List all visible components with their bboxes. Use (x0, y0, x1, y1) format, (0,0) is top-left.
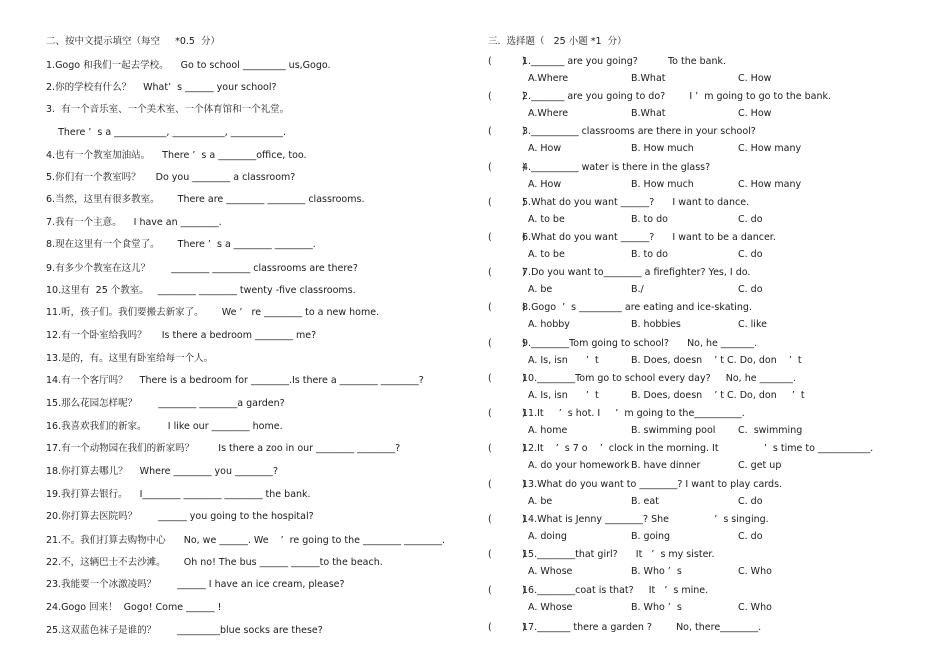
answer-option: B. Who ’ s (631, 566, 682, 577)
answer-paren: ( ) (488, 162, 526, 173)
answer-paren: ( ) (488, 126, 526, 137)
question-text: 13.What do you want to ________? I want to play cards. (522, 479, 783, 490)
answer-option: B. to do (631, 214, 668, 225)
answer-paren: ( ) (488, 443, 526, 454)
question-text: 12.It ’ s 7 o ’ clock in the morning. It ’ s time to ___________. (522, 443, 874, 454)
fill-in-line: 14.有一个客厅吗？ There is a bedroom for ________.Is there a ________ ________? (46, 375, 424, 386)
fill-in-line: 22.不，这辆巴士不去沙滩。 Oh no! The bus ______ ______to the beach. (46, 557, 383, 568)
answer-option: B. swimming pool (631, 425, 716, 436)
question-text: 2._______ are you going to do? I ’ m going to go to the bank. (522, 91, 832, 102)
answer-option: A. How (528, 143, 562, 154)
answer-option: B. eat (631, 496, 659, 507)
answer-option: C. How (738, 108, 772, 119)
answer-option: A. be (528, 496, 553, 507)
question-text: 6.What do you want ______? I want to be a dancer. (522, 232, 776, 243)
question-text: 11.It ’ s hot. I ’ m going to the__________. (522, 408, 745, 419)
answer-paren: ( ) (488, 267, 526, 278)
answer-option: C. do (738, 496, 763, 507)
fill-in-line: 9.有多少个教室在这儿？ ________ ________ classrooms are there? (46, 263, 358, 274)
answer-paren: ( ) (488, 373, 526, 384)
answer-paren: ( ) (488, 408, 526, 419)
fill-in-line: 24.Gogo 回来！ Gogo! Come ______ ! (46, 602, 222, 613)
answer-paren: ( ) (488, 479, 526, 490)
fill-in-line: 8.现在这里有一个食堂了。 There ’ s a ________ ________. (46, 239, 316, 250)
fill-in-line: 18.你打算去哪儿？ Where ________ you ________? (46, 466, 279, 477)
answer-paren: ( ) (488, 622, 526, 633)
fill-in-line: 13.是的，有。这里有卧室给每一个人。 (46, 353, 214, 364)
fill-in-line: 11.听，孩子们。我们要搬去新家了。 We ’ re ________ to a new home. (46, 307, 380, 318)
fill-in-line: 7.我有一个主意。 I have an ________. (46, 217, 222, 228)
answer-option: B.What (631, 73, 666, 84)
fill-in-line: 6.当然，这里有很多教室。 There are ________ ________ classrooms. (46, 194, 365, 205)
answer-option: C. How many (738, 143, 802, 154)
answer-option: B. have dinner (631, 460, 701, 471)
answer-option: B. Does, doesn ’ t C. Do, don ’ t (631, 355, 802, 366)
answer-option: A. be (528, 284, 553, 295)
fill-in-line: 15.那么花园怎样呢？ ________ ________a garden? (46, 398, 285, 409)
answer-option: A. Is, isn ’ t (528, 390, 599, 401)
fill-in-line: 1.Gogo 和我们一起去学校。 Go to school _________ us,Gogo. (46, 60, 331, 71)
answer-paren: ( ) (488, 232, 526, 243)
question-text: 8.Gogo ’ s _________ are eating and ice-skating. (522, 302, 752, 313)
fill-in-line: 3. 有一个音乐室、一个美术室、一个体育馆和一个礼堂。 (46, 104, 290, 115)
question-text: 15.________that girl? It ’ s my sister. (522, 549, 715, 560)
fill-in-line: 25.这双蓝色袜子是谁的？ _________blue socks are these? (46, 625, 323, 636)
question-text: 4.__________ water is there in the glass? (522, 162, 711, 173)
answer-paren: ( ) (488, 338, 526, 349)
fill-in-line: 4.也有一个教室加油站。 There ’ s a ________office, too. (46, 150, 307, 161)
answer-option: B. hobbies (631, 319, 681, 330)
answer-option: B. going (631, 531, 671, 542)
answer-option: C. How (738, 73, 772, 84)
fill-in-line: 20.你打算去医院吗？ ______ you going to the hospital? (46, 511, 314, 522)
answer-option: A. Whose (528, 602, 573, 613)
fill-in-line: 2.你的学校有什么？ What’ s ______ your school? (46, 82, 277, 93)
answer-option: A. Whose (528, 566, 573, 577)
answer-option: A. doing (528, 531, 567, 542)
answer-option: C. like (738, 319, 767, 330)
section-two-header: 二、按中文提示填空（每空 *0.5 分） (46, 36, 220, 47)
answer-option: B. Does, doesn ’ t C. Do, don ’ t (631, 390, 805, 401)
answer-option: C. Who (738, 602, 772, 613)
answer-option: A. to be (528, 249, 565, 260)
answer-option: A. Is, isn ’ t (528, 355, 599, 366)
answer-option: B. to do (631, 249, 668, 260)
question-text: 16.________coat is that? It ’ s mine. (522, 585, 709, 596)
answer-option: A.Where (528, 108, 569, 119)
fill-in-line: 5.你们有一个教室吗？ Do you ________ a classroom? (46, 172, 296, 183)
question-text: 5.What do you want ______? I want to dance. (522, 197, 750, 208)
answer-option: C. do (738, 284, 763, 295)
answer-option: A.Where (528, 73, 569, 84)
answer-option: C. do (738, 214, 763, 225)
answer-option: C. Who (738, 566, 772, 577)
fill-in-line: 17.有一个动物园在我们的新家吗？ Is there a zoo in our ________ ________? (46, 443, 401, 454)
answer-paren: ( ) (488, 56, 526, 67)
answer-option: B./ (631, 284, 644, 295)
question-text: 14.What is Jenny ________? She ’ s singing. (522, 514, 769, 525)
question-text: 17._______ there a garden ? No, there________. (522, 622, 762, 633)
fill-in-line: 16.我喜欢我们的新家。 I like our ________ home. (46, 421, 283, 432)
answer-option: A. How (528, 179, 562, 190)
answer-option: A. home (528, 425, 568, 436)
answer-paren: ( ) (488, 91, 526, 102)
answer-option: B. Who ’ s (631, 602, 682, 613)
answer-paren: ( ) (488, 197, 526, 208)
answer-option: C. do (738, 249, 763, 260)
answer-paren: ( ) (488, 549, 526, 560)
answer-option: C. get up (738, 460, 782, 471)
section-three-header: 三. 选择题（ 25 小题 *1 分） (488, 36, 627, 47)
fill-in-line: 10.这里有 25 个教室。 ________ ________ twenty -five classrooms. (46, 285, 356, 296)
fill-in-line: 21.不。我们打算去购物中心 No, we ______. We ’ re going to the ________ ________. (46, 535, 446, 546)
answer-option: B. How much (631, 179, 694, 190)
answer-option: C. swimming (738, 425, 803, 436)
answer-paren: ( ) (488, 514, 526, 525)
fill-in-line: 12.有一个卧室给我吗？ Is there a bedroom ________ me? (46, 330, 317, 341)
question-text: 1._______ are you going? To the bank. (522, 56, 726, 67)
answer-option: C. do (738, 531, 763, 542)
answer-option: A. do your homework (528, 460, 630, 471)
answer-paren: ( ) (488, 302, 526, 313)
question-text: 3.__________ classrooms are there in your school? (522, 126, 756, 137)
answer-option: A. hobby (528, 319, 570, 330)
question-text: 9.________Tom going to school? No, he _______. (522, 338, 758, 349)
question-text: 7.Do you want to________ a firefighter? Yes, I do. (522, 267, 751, 278)
answer-option: A. to be (528, 214, 565, 225)
answer-option: B. How much (631, 143, 694, 154)
answer-paren: ( ) (488, 585, 526, 596)
fill-in-line: 19.我打算去银行。 I________ ________ ________ the bank. (46, 489, 311, 500)
question-text: 10.________Tom go to school every day? No, he _______. (522, 373, 796, 384)
answer-option: C. How many (738, 179, 802, 190)
fill-in-line: 23.我能要一个冰激凌吗？ ______ I have an ice cream, please? (46, 579, 345, 590)
fill-in-line: There ’ s a ___________, ___________, ___________. (46, 127, 287, 138)
answer-option: B.What (631, 108, 666, 119)
